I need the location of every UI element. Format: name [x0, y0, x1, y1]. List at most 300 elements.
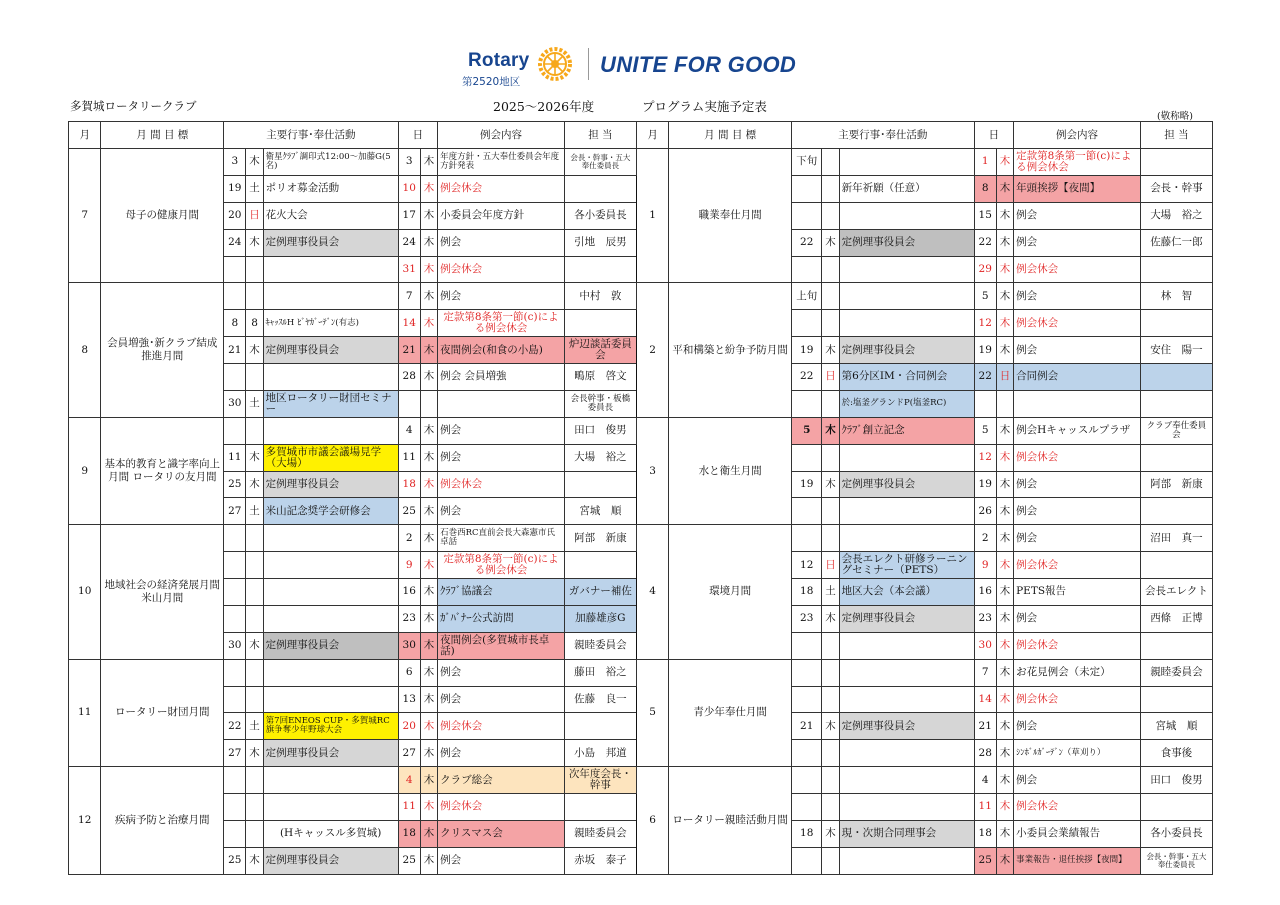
event-text: 定例理事役員会 [263, 337, 398, 364]
meeting-content: 例会 [1014, 498, 1141, 525]
meeting-weekday: 木 [420, 283, 437, 310]
event-weekday [822, 498, 839, 525]
meeting-day: 28 [974, 740, 996, 767]
event-weekday: 8 [246, 310, 263, 337]
rotary-wheel-icon [537, 46, 573, 82]
event-day [224, 525, 246, 552]
meeting-owner: 各小委員長 [1140, 820, 1212, 847]
table-row [69, 659, 1213, 686]
meeting-owner: 引地 辰男 [564, 229, 636, 256]
meeting-content: 例会休会 [438, 175, 565, 202]
meeting-owner: 食事後 [1140, 740, 1212, 767]
meeting-content: 例会Hキャッスルプラザ [1014, 417, 1141, 444]
event-weekday: 土 [246, 498, 263, 525]
event-text [839, 310, 974, 337]
meeting-day: 25 [398, 847, 420, 874]
event-text [839, 632, 974, 659]
fiscal-year: 2025～2026年度 [493, 99, 595, 114]
meeting-owner [1140, 794, 1212, 821]
meeting-day: 23 [974, 605, 996, 632]
meeting-content: 例会 [438, 686, 565, 713]
event-text: 多賀城市市議会議場見学（大場） [263, 444, 398, 471]
meeting-weekday: 木 [420, 632, 437, 659]
event-day [792, 767, 822, 794]
event-text [263, 686, 398, 713]
event-weekday: 土 [246, 390, 263, 417]
meeting-content: 定款第8条第一節(c)による例会休会 [1014, 149, 1141, 176]
meeting-day: 26 [974, 498, 996, 525]
event-text [263, 605, 398, 632]
meeting-content: 例会 [438, 444, 565, 471]
month-goal: 水と衛生月間 [669, 417, 792, 525]
meeting-content: 例会 [438, 740, 565, 767]
meeting-content: 例会 [438, 417, 565, 444]
event-day [792, 659, 822, 686]
meeting-weekday: 木 [420, 525, 437, 552]
meeting-owner [1140, 310, 1212, 337]
event-day [224, 364, 246, 391]
meeting-weekday: 木 [996, 659, 1013, 686]
meeting-content: 例会休会 [1014, 310, 1141, 337]
meeting-day: 13 [398, 686, 420, 713]
event-text [839, 794, 974, 821]
meeting-weekday: 木 [996, 498, 1013, 525]
meeting-owner [1140, 686, 1212, 713]
event-weekday [246, 794, 263, 821]
month-goal: 平和構築と紛争予防月間 [669, 283, 792, 417]
event-weekday [822, 794, 839, 821]
month-goal: 青少年奉仕月間 [669, 659, 792, 767]
meeting-owner: 鴫原 啓文 [564, 364, 636, 391]
meeting-content: 例会 [1014, 525, 1141, 552]
meeting-content: 例会 [438, 283, 565, 310]
event-weekday [822, 767, 839, 794]
page-title: プログラム実施予定表 [642, 99, 767, 114]
event-text: 第7回ENEOS CUP・多賀城RC旗争奪少年野球大会 [263, 713, 398, 740]
event-day: 18 [792, 820, 822, 847]
meeting-owner [1140, 256, 1212, 283]
meeting-day [398, 390, 420, 417]
meeting-day: 16 [398, 579, 420, 606]
meeting-weekday: 木 [996, 337, 1013, 364]
event-day: 22 [792, 229, 822, 256]
event-day [792, 632, 822, 659]
meeting-content: 年頭挨拶【夜間】 [1014, 175, 1141, 202]
meeting-content: 例会休会 [1014, 794, 1141, 821]
table-row [69, 149, 1213, 176]
event-weekday: 木 [246, 471, 263, 498]
meeting-day: 2 [398, 525, 420, 552]
event-day: 19 [792, 471, 822, 498]
event-weekday [246, 767, 263, 794]
month-cell: 1 [636, 149, 668, 283]
meeting-day: 27 [398, 740, 420, 767]
event-weekday [246, 605, 263, 632]
meeting-day: 9 [398, 552, 420, 579]
meeting-owner: 宮城 順 [564, 498, 636, 525]
meeting-owner: 親睦委員会 [564, 632, 636, 659]
meeting-content: 例会休会 [438, 794, 565, 821]
meeting-day: 19 [974, 471, 996, 498]
meeting-owner [564, 794, 636, 821]
meeting-day: 18 [398, 471, 420, 498]
meeting-weekday: 木 [420, 229, 437, 256]
meeting-weekday: 日 [996, 364, 1013, 391]
meeting-weekday: 木 [420, 847, 437, 874]
event-text: 米山記念奨学会研修会 [263, 498, 398, 525]
event-text [839, 740, 974, 767]
meeting-owner: 親睦委員会 [564, 820, 636, 847]
month-cell: 4 [636, 525, 668, 659]
event-weekday: 木 [822, 471, 839, 498]
event-weekday: 土 [246, 713, 263, 740]
event-weekday [822, 847, 839, 874]
meeting-day: 11 [398, 794, 420, 821]
meeting-owner: 会長幹事・板橋委員長 [564, 390, 636, 417]
col-owner: 担 当 [1140, 122, 1212, 149]
meeting-content: 例会休会 [438, 471, 565, 498]
meeting-content: 年度方針・五大奉仕委員会年度方針発表 [438, 149, 565, 176]
meeting-owner: 中村 敦 [564, 283, 636, 310]
month-cell: 7 [69, 149, 101, 283]
event-day: 22 [224, 713, 246, 740]
club-name: 多賀城ロータリークラブ [70, 99, 197, 113]
meeting-content: ｶﾞﾊﾞﾅｰ公式訪問 [438, 605, 565, 632]
meeting-weekday: 木 [996, 229, 1013, 256]
meeting-weekday: 木 [996, 579, 1013, 606]
event-day: 下旬 [792, 149, 822, 176]
meeting-owner [1140, 632, 1212, 659]
meeting-owner: 阿部 新康 [564, 525, 636, 552]
meeting-day: 14 [974, 686, 996, 713]
meeting-content: 定款第8条第一節(c)による例会休会 [438, 552, 565, 579]
meeting-content: 例会休会 [1014, 632, 1141, 659]
event-text [839, 444, 974, 471]
event-day: 3 [224, 149, 246, 176]
meeting-owner: 大場 裕之 [1140, 202, 1212, 229]
program-schedule-table [68, 121, 1213, 875]
event-day [792, 740, 822, 767]
event-day: 8 [224, 310, 246, 337]
meeting-owner: 田口 俊男 [1140, 767, 1212, 794]
event-day [224, 794, 246, 821]
meeting-owner: 次年度会長・幹事 [564, 767, 636, 794]
event-weekday: 木 [246, 229, 263, 256]
event-weekday [822, 390, 839, 417]
meeting-content: 石巻西RC直前会長大森憲市氏卓話 [438, 525, 565, 552]
event-weekday [246, 364, 263, 391]
meeting-weekday: 木 [996, 686, 1013, 713]
meeting-day: 25 [398, 498, 420, 525]
meeting-weekday: 木 [420, 605, 437, 632]
event-weekday [246, 256, 263, 283]
meeting-day: 2 [974, 525, 996, 552]
event-day: 25 [224, 847, 246, 874]
meeting-owner: 沼田 真一 [1140, 525, 1212, 552]
event-weekday [822, 686, 839, 713]
meeting-weekday: 木 [420, 740, 437, 767]
event-day [792, 202, 822, 229]
meeting-owner: 会長・幹事 [1140, 175, 1212, 202]
meeting-content: 事業報告・退任挨拶【夜間】 [1014, 847, 1141, 874]
event-weekday: 木 [246, 632, 263, 659]
event-day: 18 [792, 579, 822, 606]
meeting-content: 例会休会 [1014, 444, 1141, 471]
event-weekday: 木 [246, 740, 263, 767]
event-day: 24 [224, 229, 246, 256]
event-text [839, 659, 974, 686]
honorific-note: (敬称略) [1157, 111, 1193, 122]
event-day [224, 256, 246, 283]
meeting-day: 23 [398, 605, 420, 632]
meeting-day: 12 [974, 310, 996, 337]
event-text [839, 767, 974, 794]
meeting-weekday: 木 [420, 444, 437, 471]
meeting-owner: 佐藤仁一郎 [1140, 229, 1212, 256]
event-weekday: 木 [822, 229, 839, 256]
event-weekday [246, 686, 263, 713]
event-weekday: 木 [822, 820, 839, 847]
event-weekday [246, 579, 263, 606]
event-text: 定例理事役員会 [839, 229, 974, 256]
month-cell: 12 [69, 767, 101, 875]
event-text: 第6分区IM・合同例会 [839, 364, 974, 391]
meeting-content: PETS報告 [1014, 579, 1141, 606]
meeting-weekday: 木 [420, 552, 437, 579]
meeting-content: 例会 [1014, 202, 1141, 229]
meeting-weekday: 木 [420, 579, 437, 606]
meeting-owner [1140, 149, 1212, 176]
meeting-day: 28 [398, 364, 420, 391]
meeting-owner: 阿部 新康 [1140, 471, 1212, 498]
event-day [224, 686, 246, 713]
event-day: 5 [792, 417, 822, 444]
logo-divider [588, 48, 589, 80]
meeting-day: 30 [974, 632, 996, 659]
meeting-day: 6 [398, 659, 420, 686]
col-meeting: 例会内容 [438, 122, 565, 149]
district-label: 第2520地区 [462, 76, 521, 88]
meeting-content: 例会休会 [1014, 256, 1141, 283]
event-day [224, 820, 246, 847]
meeting-day: 18 [398, 820, 420, 847]
meeting-day: 3 [398, 149, 420, 176]
event-text [263, 552, 398, 579]
meeting-weekday: 木 [420, 175, 437, 202]
month-goal: 地域社会の経済発展月間 米山月間 [101, 525, 224, 659]
event-weekday [822, 175, 839, 202]
meeting-day: 11 [974, 794, 996, 821]
meeting-owner: 親睦委員会 [1140, 659, 1212, 686]
meeting-day: 15 [974, 202, 996, 229]
event-weekday [822, 202, 839, 229]
meeting-weekday: 木 [420, 713, 437, 740]
event-weekday [246, 417, 263, 444]
meeting-day: 16 [974, 579, 996, 606]
meeting-weekday: 木 [996, 820, 1013, 847]
meeting-content: 例会 会員増強 [438, 364, 565, 391]
meeting-weekday [996, 390, 1013, 417]
meeting-content: 例会 [1014, 283, 1141, 310]
meeting-weekday: 木 [420, 686, 437, 713]
col-day: 日 [398, 122, 438, 149]
meeting-weekday: 木 [420, 820, 437, 847]
event-text: 定例理事役員会 [263, 740, 398, 767]
meeting-day: 25 [974, 847, 996, 874]
event-text: 定例理事役員会 [839, 605, 974, 632]
meeting-day: 30 [398, 632, 420, 659]
table-row [69, 283, 1213, 310]
meeting-day: 22 [974, 364, 996, 391]
event-text: 現・次期合同理事会 [839, 820, 974, 847]
meeting-weekday: 木 [996, 417, 1013, 444]
event-weekday [822, 256, 839, 283]
meeting-day: 22 [974, 229, 996, 256]
event-text: 新年祈願（任意） [839, 175, 974, 202]
event-weekday: 日 [822, 552, 839, 579]
event-day: 30 [224, 632, 246, 659]
meeting-owner: 会長・幹事・五大奉仕委員長 [1140, 847, 1212, 874]
meeting-day: 17 [398, 202, 420, 229]
event-text: 会長エレクト研修ラーニングセミナー（PETS） [839, 552, 974, 579]
meeting-day: 24 [398, 229, 420, 256]
event-day: 11 [224, 444, 246, 471]
event-text: 定例理事役員会 [263, 471, 398, 498]
event-day: 19 [792, 337, 822, 364]
event-weekday [246, 659, 263, 686]
meeting-day: 4 [974, 767, 996, 794]
event-weekday: 木 [822, 713, 839, 740]
event-text [839, 283, 974, 310]
event-weekday [822, 310, 839, 337]
event-text: (Hキャッスル多賀城) [263, 820, 398, 847]
col-day: 日 [974, 122, 1014, 149]
event-day [792, 847, 822, 874]
meeting-day: 21 [974, 713, 996, 740]
event-day [224, 605, 246, 632]
meeting-content: 例会 [1014, 605, 1141, 632]
meeting-content: 例会休会 [1014, 552, 1141, 579]
meeting-content: 例会休会 [1014, 686, 1141, 713]
event-weekday: 木 [246, 149, 263, 176]
event-day [224, 767, 246, 794]
meeting-weekday: 木 [996, 256, 1013, 283]
meeting-content: 例会 [438, 498, 565, 525]
meeting-weekday: 木 [996, 310, 1013, 337]
event-day [792, 390, 822, 417]
meeting-content: クリスマス会 [438, 820, 565, 847]
event-text [839, 525, 974, 552]
month-cell: 10 [69, 525, 101, 659]
event-day [224, 552, 246, 579]
event-day [792, 256, 822, 283]
meeting-content: 例会 [1014, 471, 1141, 498]
meeting-owner: 田口 俊男 [564, 417, 636, 444]
meeting-weekday: 木 [420, 256, 437, 283]
event-weekday [246, 820, 263, 847]
meeting-day [974, 390, 996, 417]
meeting-owner: 小島 邦道 [564, 740, 636, 767]
col-owner: 担 当 [564, 122, 636, 149]
meeting-content: 例会 [1014, 337, 1141, 364]
meeting-day: 8 [974, 175, 996, 202]
meeting-day: 9 [974, 552, 996, 579]
meeting-owner: クラブ奉仕委員会 [1140, 417, 1212, 444]
event-day: 23 [792, 605, 822, 632]
meeting-content: 夜間例会(和食の小島) [438, 337, 565, 364]
meeting-weekday: 木 [420, 417, 437, 444]
month-cell: 8 [69, 283, 101, 417]
meeting-weekday: 木 [996, 713, 1013, 740]
event-weekday [822, 740, 839, 767]
meeting-weekday: 木 [996, 444, 1013, 471]
event-text [263, 283, 398, 310]
meeting-weekday: 木 [420, 471, 437, 498]
event-text: 衛星ｸﾗﾌﾞ調印式12:00～加藤G(5名) [263, 149, 398, 176]
event-day: 21 [224, 337, 246, 364]
event-day [224, 579, 246, 606]
meeting-owner [564, 713, 636, 740]
event-text [839, 256, 974, 283]
event-text [839, 149, 974, 176]
meeting-weekday: 木 [420, 310, 437, 337]
event-day [792, 444, 822, 471]
meeting-content: 例会 [1014, 713, 1141, 740]
col-month: 月 [69, 122, 101, 149]
event-text [263, 256, 398, 283]
month-cell: 2 [636, 283, 668, 417]
meeting-day: 10 [398, 175, 420, 202]
event-text: 定例理事役員会 [839, 471, 974, 498]
month-goal: 会員増強･新クラブ結成推進月間 [101, 283, 224, 417]
event-text: ｷｬｯｽﾙH ﾋﾞﾔｶﾞｰﾃﾞﾝ(有志) [263, 310, 398, 337]
col-meeting: 例会内容 [1014, 122, 1141, 149]
meeting-weekday [420, 390, 437, 417]
event-text [839, 202, 974, 229]
event-weekday [822, 444, 839, 471]
meeting-weekday: 木 [996, 525, 1013, 552]
meeting-day: 7 [974, 659, 996, 686]
meeting-day: 21 [398, 337, 420, 364]
event-weekday [246, 283, 263, 310]
table-row [69, 525, 1213, 552]
event-day: 上旬 [792, 283, 822, 310]
meeting-owner: 各小委員長 [564, 202, 636, 229]
meeting-weekday: 木 [996, 283, 1013, 310]
meeting-owner [1140, 498, 1212, 525]
meeting-owner: 加藤雄彦G [564, 605, 636, 632]
month-cell: 6 [636, 767, 668, 875]
meeting-content: 例会 [438, 847, 565, 874]
meeting-owner: 藤田 裕之 [564, 659, 636, 686]
event-weekday: 土 [246, 175, 263, 202]
event-text [263, 579, 398, 606]
meeting-owner: 安住 陽一 [1140, 337, 1212, 364]
event-text [839, 686, 974, 713]
event-day [792, 175, 822, 202]
event-text [263, 417, 398, 444]
meeting-day: 5 [974, 283, 996, 310]
month-goal: 基本的教育と識字率向上月間 ロータリの友月間 [101, 417, 224, 525]
event-text [839, 847, 974, 874]
meeting-owner: 会長・幹事・五大奉仕委員長 [564, 149, 636, 176]
event-text [263, 794, 398, 821]
event-text: 定例理事役員会 [263, 229, 398, 256]
event-weekday: 日 [246, 202, 263, 229]
meeting-day: 4 [398, 417, 420, 444]
meeting-owner: 会長エレクト [1140, 579, 1212, 606]
meeting-weekday: 木 [996, 552, 1013, 579]
